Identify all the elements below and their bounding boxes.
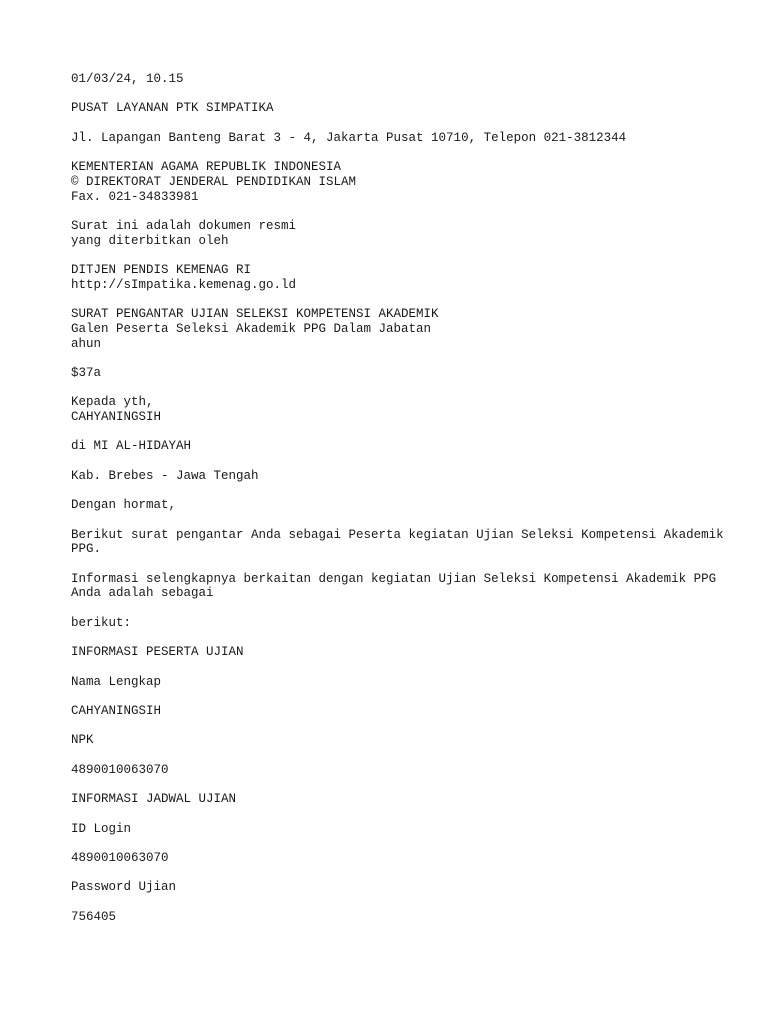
org-name-block [71,101,751,116]
code-block [71,366,751,381]
body-text-1: Berikut surat pengantar Anda sebagai Peserta kegiatan Ujian Seleksi Kompetensi Akademik PPG. [71,527,732,557]
npk-label: NPK [71,733,94,748]
full-name-label: Nama Lengkap [71,674,162,689]
full-name-label-block [71,675,751,690]
timestamp-block [71,72,751,87]
issuer-name: DITJEN PENDIS KEMENAG RI [71,263,252,278]
directorate-name: © DIREKTORAT JENDERAL PENDIDIKAN ISLAM [71,174,357,189]
password-label-block [71,880,751,895]
npk-value-block [71,763,751,778]
body-paragraph-3 [71,616,751,631]
npk-label-block [71,733,751,748]
timestamp: 01/03/24, 10.15 [71,72,184,86]
official-note-block [71,219,751,248]
issuer-block [71,263,751,292]
participant-section-heading-block [71,645,751,660]
region-block [71,469,751,484]
body-paragraph-1 [71,528,751,557]
fax-number: Fax. 021-34833981 [71,189,199,204]
letter-code: $37a [71,365,102,380]
password-value: 756405 [71,909,117,924]
body-text-3: berikut: [71,615,132,630]
full-name-value: CAHYANINGSIH [71,703,162,718]
to-label: Kepada yth, [71,395,154,410]
address: Jl. Lapangan Banteng Barat 3 - 4, Jakarta Pusat 10710, Telepon 021-3812344 [71,130,627,145]
login-id-value-block [71,851,751,866]
login-id-label: ID Login [71,821,132,836]
official-note-line-1: Surat ini adalah dokumen resmi [71,218,297,233]
letter-title-block [71,307,751,351]
schedule-section-heading-block [71,792,751,807]
login-id-label-block [71,822,751,837]
body-paragraph-2 [71,572,751,601]
org-name: PUSAT LAYANAN PTK SIMPATIKA [71,101,274,116]
letter-title: SURAT PENGANTAR UJIAN SELEKSI KOMPETENSI AKADEMIK [71,307,439,322]
official-note-line-2: yang diterbitkan oleh [71,233,229,248]
participant-section-heading: INFORMASI PESERTA UJIAN [71,645,244,660]
website-link[interactable]: http://sImpatika.kemenag.go.ld [71,277,297,292]
password-label: Password Ujian [71,880,177,895]
npk-value: 4890010063070 [71,762,169,777]
greeting: Dengan hormat, [71,498,177,513]
greeting-block [71,498,751,513]
login-id-value: 4890010063070 [71,850,169,865]
region-name: Kab. Brebes - Jawa Tengah [71,468,259,483]
ministry-name: KEMENTERIAN AGAMA REPUBLIK INDONESIA [71,160,342,175]
full-name-value-block [71,704,751,719]
body-text-2: Informasi selengkapnya berkaitan dengan kegiatan Ujian Seleksi Kompetensi Akademik PPG Anda adalah sebagai [71,571,724,601]
school-block [71,439,751,454]
password-value-block [71,910,751,925]
recipient-block [71,395,751,424]
school-name: di MI AL-HIDAYAH [71,439,192,454]
ministry-block [71,160,751,204]
schedule-section-heading: INFORMASI JADWAL UJIAN [71,792,237,807]
address-block [71,131,751,146]
letter-subtitle-continued: ahun [71,336,102,351]
letter-subtitle: Galen Peserta Seleksi Akademik PPG Dalam Jabatan [71,321,432,336]
document-page [71,72,751,939]
recipient-name: CAHYANINGSIH [71,410,162,425]
